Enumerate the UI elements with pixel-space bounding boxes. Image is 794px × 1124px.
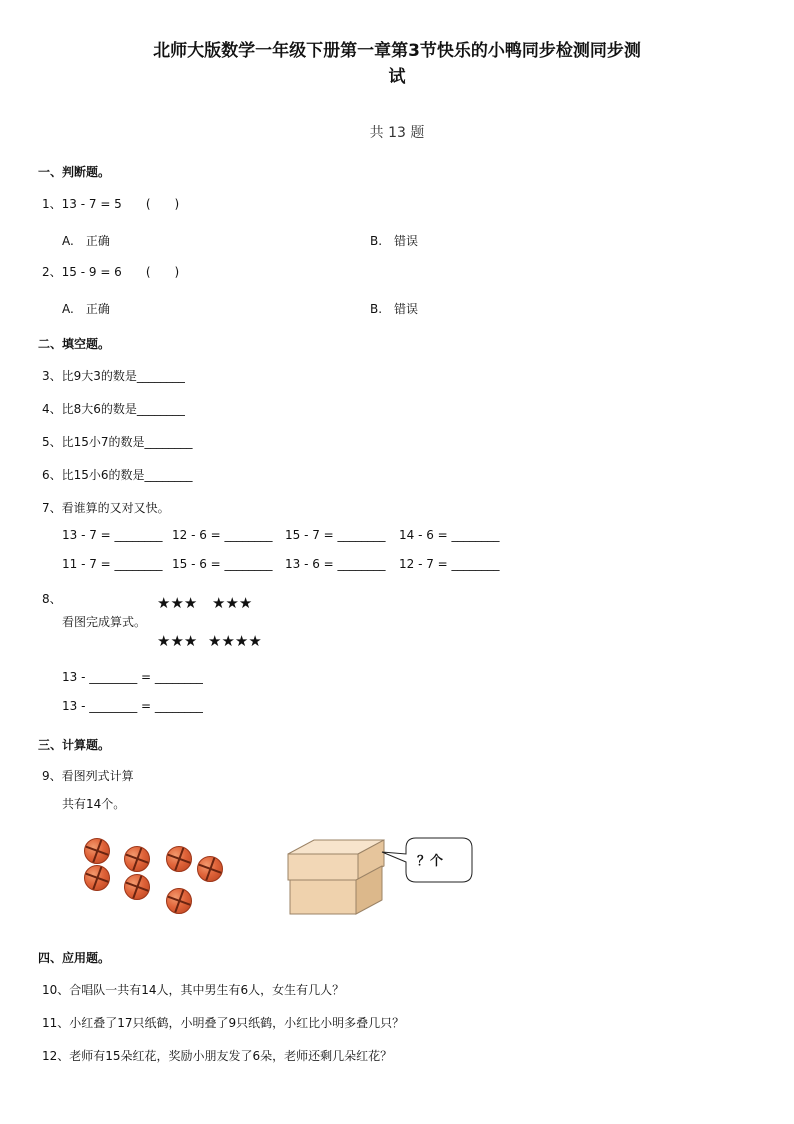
question-6: 6、比15小6的数是________ — [42, 468, 193, 482]
basketball-icon — [124, 846, 150, 872]
question-11: 11、小红叠了17只纸鹤，小明叠了9只纸鹤，小红比小明多叠几只？ — [42, 1016, 405, 1030]
question-5: 5、比15小7的数是________ — [42, 435, 193, 449]
q1-option-a[interactable]: A. 正确 — [62, 234, 110, 248]
question-9: 9、看图列式计算 — [42, 769, 134, 783]
q1-option-b[interactable]: B. 错误 — [370, 234, 419, 248]
q7-eq-2-3: 13 - 6 = ________ — [285, 557, 386, 571]
section-calculation: 三、计算题。 — [38, 738, 111, 752]
stars-group-4: ★★★★ — [208, 632, 262, 650]
basketball-icon — [166, 888, 192, 914]
question-count: 共 13 题 — [369, 125, 425, 141]
question-2: 2、15 - 9 = 6 ( ) — [42, 265, 180, 279]
question-7: 7、看谁算的又对又快。 — [42, 501, 170, 515]
q7-eq-1-2: 12 - 6 = ________ — [172, 528, 273, 542]
q9-total-text: 共有14个。 — [62, 797, 126, 811]
q2-option-a[interactable]: A. 正确 — [62, 302, 110, 316]
doc-title-line2: 试 — [388, 67, 406, 87]
q7-eq-2-1: 11 - 7 = ________ — [62, 557, 163, 571]
basketball-icon — [84, 838, 110, 864]
stars-group-3: ★★★ — [157, 632, 198, 650]
section-judgement: 一、判断题。 — [38, 165, 111, 179]
question-8-text: 看图完成算式。 — [62, 615, 147, 629]
question-4: 4、比8大6的数是________ — [42, 402, 185, 416]
question-10: 10、合唱队一共有14人，其中男生有6人，女生有几人？ — [42, 983, 345, 997]
box-icon — [284, 836, 388, 918]
q8-equation-2: 13 - ________ = ________ — [62, 699, 203, 713]
q7-eq-2-4: 12 - 7 = ________ — [399, 557, 500, 571]
q7-eq-2-2: 15 - 6 = ________ — [172, 557, 273, 571]
q7-eq-1-4: 14 - 6 = ________ — [399, 528, 500, 542]
section-fill-blank: 二、填空题。 — [38, 337, 111, 351]
basketball-icon — [166, 846, 192, 872]
basketball-icon — [84, 865, 110, 891]
stars-group-2: ★★★ — [212, 594, 253, 612]
q2-option-b[interactable]: B. 错误 — [370, 302, 419, 316]
question-1: 1、13 - 7 = 5 ( ) — [42, 197, 180, 211]
question-12: 12、老师有15朵红花，奖励小朋友发了6朵，老师还剩几朵红花？ — [42, 1049, 393, 1063]
speech-bubble-text: ？个 — [417, 854, 444, 869]
basketball-icon — [124, 874, 150, 900]
q7-eq-1-1: 13 - 7 = ________ — [62, 528, 163, 542]
section-application: 四、应用题。 — [38, 951, 111, 965]
question-3: 3、比9大3的数是________ — [42, 369, 185, 383]
q7-eq-1-3: 15 - 7 = ________ — [285, 528, 386, 542]
basketball-icon — [197, 856, 223, 882]
question-8-number: 8、 — [42, 592, 62, 606]
doc-title-line1: 北师大版数学一年级下册第一章第3节快乐的小鸭同步检测同步测 — [153, 41, 641, 61]
stars-group-1: ★★★ — [157, 594, 198, 612]
q8-equation-1: 13 - ________ = ________ — [62, 670, 203, 684]
